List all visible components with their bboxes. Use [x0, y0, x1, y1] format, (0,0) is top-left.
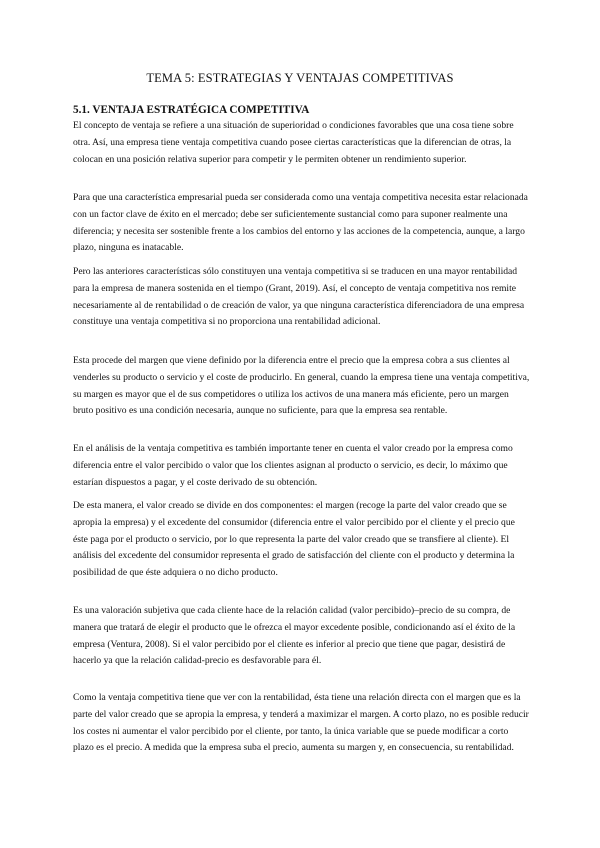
paragraph: El concepto de ventaja se refiere a una situación de superioridad o condiciones favorables que una cosa tiene sobre otra. Así, una empresa tiene ventaja competitiva cuando posee ciertas características que la diferencian de otras, la colocan en una posición relativa superior para competir y le permiten obtener un rendimiento superior. [73, 120, 514, 165]
paragraph: Pero las anteriores características sólo constituyen una ventaja competitiva si se traducen en una mayor rentabilidad para la empresa de manera sostenida en el tiempo (Grant, 2019). Así, el concepto de ventaja competitiva nos remite necesariamente al de rentabilidad o de creación de valor, ya que ninguna característica diferenciadora de una empresa constituye una ventaja competitiva si no proporciona una rentabilidad adicional. [73, 266, 525, 328]
document-title: TEMA 5: ESTRATEGIAS Y VENTAJAS COMPETITIVAS [146, 71, 454, 85]
paragraph: En el análisis de la ventaja competitiva es también importante tener en cuenta el valor creado por la empresa como diferencia entre el valor percibido o valor que los clientes asignan al producto o servicio, es decir, lo máximo que estarían dispuestos a pagar, y el coste derivado de su obtención. [73, 443, 513, 488]
paragraph: De esta manera, el valor creado se divide en dos componentes: el margen (recoge la parte del valor creado que se apropia la empresa) y el excedente del consumidor (diferencia entre el valor percibido por el cliente y el precio que éste paga por el producto o servicio, por lo que representa la parte del valor creado que se transfiere al cliente). El análisis del excedente del consumidor representa el grado de satisfacción del cliente con el producto y determina la posibilidad de que éste adquiera o no dicho producto. [73, 500, 515, 579]
paragraph: Para que una característica empresarial pueda ser considerada como una ventaja competitiva necesita estar relacionada con un factor clave de éxito en el mercado; debe ser suficientemente sustancial como para suponer realmente una diferencia; y necesita ser sostenible frente a los cambios del entorno y las acciones de la competencia, aunque, a largo plazo, ninguna es inatacable. [73, 192, 528, 254]
paragraph: Como la ventaja competitiva tiene que ver con la rentabilidad, ésta tiene una relación directa con el margen que es la parte del valor creado que se apropia la empresa, y tenderá a maximizar el margen. A corto plazo, no es posible reducir los costes ni aumentar el valor percibido por el cliente, por tanto, la única variable que se puede modificar a corto plazo es el precio. A medida que la empresa suba el precio, aumenta su margen y, en consecuencia, su rentabilidad. [73, 692, 529, 754]
paragraph: Esta procede del margen que viene definido por la diferencia entre el precio que la empresa cobra a sus clientes al venderles su producto o servicio y el coste de producirlo. En general, cuando la empresa tiene una ventaja competitiva, su margen es mayor que el de sus competidores o utiliza los activos de una manera más eficiente, pero un margen bruto positivo es una condición necesaria, aunque no suficiente, para que la empresa sea rentable. [73, 355, 530, 417]
paragraph: Es una valoración subjetiva que cada cliente hace de la relación calidad (valor percibido)–precio de su compra, de manera que tratará de elegir el producto que le ofrezca el mayor excedente posible, condicionando así el éxito de la empresa (Ventura, 2008). Si el valor percibido por el cliente es inferior al precio que tiene que pagar, desistirá de hacerlo ya que la relación calidad-precio es desfavorable para él. [73, 605, 516, 667]
section-heading: 5.1. VENTAJA ESTRATÉGICA COMPETITIVA [73, 104, 310, 116]
